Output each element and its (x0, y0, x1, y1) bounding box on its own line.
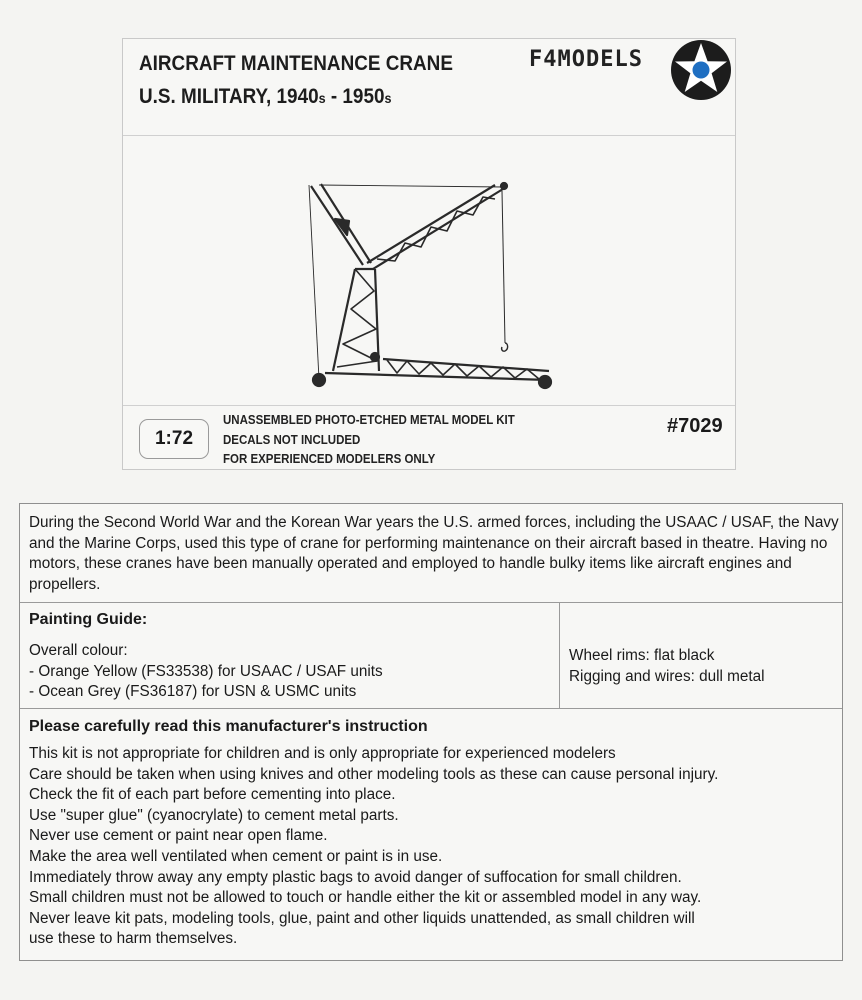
warning-item: Make the area well ventilated when cement or paint is in use. (29, 847, 443, 865)
warning-item: Care should be taken when using knives and other modeling tools as these can cause personal injury. (29, 765, 719, 783)
painting-guide-details (569, 646, 765, 687)
detail-item: Rigging and wires: dull metal (569, 667, 765, 685)
section-divider (20, 708, 842, 709)
detail-item: Wheel rims: flat black (569, 647, 715, 664)
warnings-title: Please carefully read this manufacturer's instruction (29, 718, 428, 735)
warning-item: This kit is not appropriate for children and is only appropriate for experienced modelers (29, 745, 616, 762)
kit-note: FOR EXPERIENCED MODELERS ONLY (223, 452, 436, 466)
brand-logo: F4MODELS (529, 47, 643, 72)
header-divider (123, 135, 735, 136)
overall-item: - Orange Yellow (FS33538) for USAAC / USAF units (29, 662, 383, 680)
warning-item: Check the fit of each part before cementing into place. (29, 786, 396, 804)
overall-item: - Ocean Grey (FS36187) for USN & USMC units (29, 683, 357, 700)
info-panel (19, 503, 843, 961)
warning-item: Small children must not be allowed to touch or handle either the kit or assembled model in any way. (29, 889, 702, 907)
intro-paragraph: During the Second World War and the Korean War years the U.S. armed forces, including the USAAC / USAF, the Navy and the Marine Corps, used this type of crane for performing maintenance on their aircraft based in theatre. Having no motors, these cranes have been manually operated and employed to handle bulky items like aircraft engines and propellers. (29, 514, 839, 593)
product-title: AIRCRAFT MAINTENANCE CRANE (139, 52, 453, 75)
warning-item: use these to harm themselves. (29, 930, 238, 948)
kit-number: #7029 (667, 415, 723, 437)
warning-item: Immediately throw away any empty plastic bags to avoid danger of suffocation for small children. (29, 868, 682, 886)
warning-item: Never leave kit pats, modeling tools, glue, paint and other liquids unattended, as small children will (29, 909, 695, 927)
warning-item: Use "super glue" (cyanocrylate) to cement metal parts. (29, 806, 399, 824)
warnings-list (29, 744, 841, 950)
crane-illustration-icon (297, 139, 567, 399)
us-star-roundel-icon (670, 39, 732, 101)
header-panel (122, 38, 736, 470)
kit-note: UNASSEMBLED PHOTO-ETCHED METAL MODEL KIT (223, 413, 515, 427)
overall-label: Overall colour: (29, 642, 128, 659)
painting-guide-title: Painting Guide: (29, 611, 148, 628)
kit-note: DECALS NOT INCLUDED (223, 432, 361, 447)
painting-guide-overall (29, 641, 383, 703)
section-divider (20, 602, 842, 603)
painting-guide-divider (559, 602, 560, 708)
product-subtitle: U.S. MILITARY, 1940s - 1950s (139, 85, 392, 108)
kit-notes (223, 411, 540, 470)
scale-badge: 1:72 (139, 419, 209, 459)
warning-item: Never use cement or paint near open flame. (29, 827, 328, 845)
header-divider-lower (123, 405, 735, 406)
